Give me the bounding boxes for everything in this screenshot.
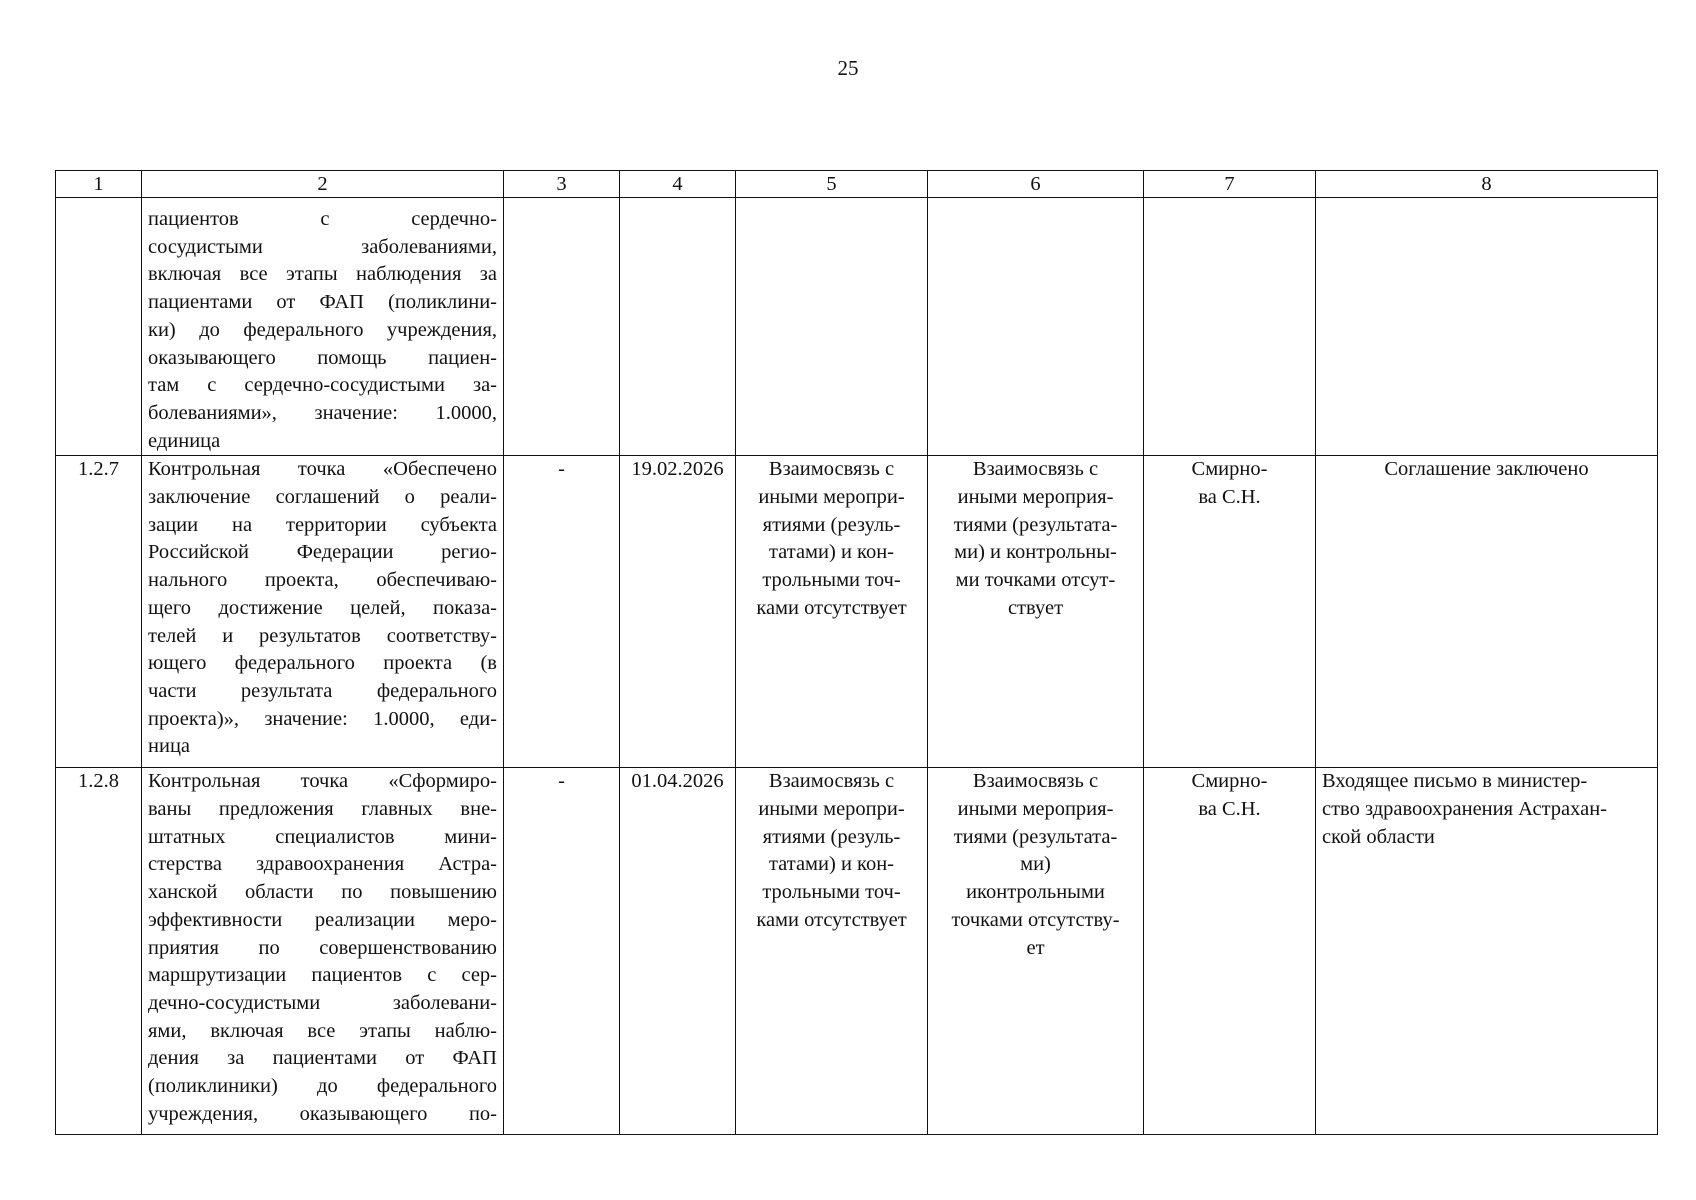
- description-line: дечно-сосудистыми заболевани-: [148, 991, 497, 1014]
- col6-line: иными мероприя-: [957, 486, 1114, 509]
- row-col5: [736, 768, 928, 1135]
- description-line: части результата федерального: [148, 679, 497, 702]
- row-number: 1.2.7: [56, 456, 142, 768]
- col6-line: точками отсутству-: [951, 908, 1120, 931]
- table-row: [56, 198, 1658, 456]
- row-col5: [736, 456, 928, 768]
- description-line: пациентов с сердечно-: [148, 208, 497, 230]
- col5-line: трольными точ-: [762, 569, 901, 592]
- row-responsible: [1144, 456, 1316, 768]
- responsible-line: ва С.Н.: [1198, 798, 1261, 821]
- description-line: Контрольная точка «Обеспечено: [148, 458, 497, 481]
- row-date: [620, 198, 736, 456]
- responsible-line: Смирно-: [1191, 458, 1268, 481]
- description-line: штатных специалистов мини-: [148, 825, 497, 848]
- description-line: стерства здравоохранения Астра-: [148, 853, 497, 876]
- description-line: там с сердечно-сосудистыми за-: [148, 374, 497, 397]
- header-cell-6: 6: [928, 171, 1144, 198]
- description-line: единица: [148, 429, 221, 452]
- description-line: включая все этапы наблюдения за: [148, 263, 497, 286]
- row-col5: [736, 198, 928, 456]
- page-number: 25: [837, 56, 859, 80]
- col6-line: иконтрольными: [966, 881, 1105, 904]
- description-line: болеваниями», значение: 1.0000,: [148, 401, 497, 424]
- col6-line: Взаимосвязь с: [972, 770, 1099, 793]
- description-line: зации на территории субъекта: [148, 513, 497, 536]
- description-line: эффективности реализации меро-: [148, 908, 497, 931]
- description-line: Контрольная точка «Сформиро-: [148, 770, 497, 793]
- col5-line: ками отсутствует: [756, 908, 907, 931]
- header-cell-7: 7: [1144, 171, 1316, 198]
- row-col7: [1144, 198, 1316, 456]
- col8-line: Соглашение заключено: [1384, 458, 1589, 481]
- row-col8: [1316, 456, 1658, 768]
- description-line: ница: [148, 735, 191, 758]
- col6-line: ет: [1026, 936, 1045, 959]
- col6-line: тиями (результата-: [953, 825, 1118, 848]
- description-line: щего достижение целей, показа-: [148, 596, 497, 619]
- row-col6: [928, 768, 1144, 1135]
- description-line: Российской Федерации регио-: [148, 541, 497, 564]
- col6-line: ствует: [1007, 596, 1064, 619]
- col8-line: ской области: [1322, 825, 1435, 848]
- row-col3: -: [504, 768, 620, 1135]
- col6-line: Взаимосвязь с: [972, 458, 1099, 481]
- table-row: [56, 456, 1658, 768]
- description-line: телей и результатов соответству-: [148, 624, 497, 647]
- col5-line: иными меропри-: [758, 798, 905, 821]
- row-col6: [928, 198, 1144, 456]
- row-col6: [928, 456, 1144, 768]
- col5-line: татами) и кон-: [768, 853, 895, 876]
- col6-line: ми точками отсут-: [955, 569, 1116, 592]
- description-line: учреждения, оказывающего по-: [148, 1102, 497, 1125]
- header-cell-2: 2: [142, 171, 504, 198]
- description-line: маршрутизации пациентов с сер-: [148, 964, 497, 987]
- description-line: нального проекта, обеспечиваю-: [148, 569, 497, 592]
- row-responsible: [1144, 768, 1316, 1135]
- col5-line: ятиями (резуль-: [762, 513, 901, 536]
- description-line: ваны предложения главных вне-: [148, 798, 497, 821]
- row-description: [142, 198, 504, 456]
- table-header-row: [56, 171, 1658, 198]
- row-number: 1.2.8: [56, 768, 142, 1135]
- description-line: проекта)», значение: 1.0000, еди-: [148, 707, 497, 730]
- col6-line: ми) и контрольны-: [954, 541, 1117, 564]
- description-line: оказывающего помощь пациен-: [148, 346, 497, 369]
- col6-line: ми): [1020, 853, 1051, 876]
- col5-line: ками отсутствует: [756, 596, 907, 619]
- col5-line: трольными точ-: [762, 881, 901, 904]
- row-col3: -: [504, 456, 620, 768]
- description-line: заключение соглашений о реали-: [148, 486, 497, 509]
- col8-line: ство здравоохранения Астрахан-: [1322, 798, 1607, 821]
- responsible-line: ва С.Н.: [1198, 486, 1261, 509]
- description-line: ханской области по повышению: [148, 881, 497, 904]
- col6-line: тиями (результата-: [953, 513, 1118, 536]
- col5-line: ятиями (резуль-: [762, 825, 901, 848]
- description-line: пациентами от ФАП (поликлини-: [148, 291, 497, 314]
- col5-line: иными меропри-: [758, 486, 905, 509]
- row-col8: [1316, 198, 1658, 456]
- header-cell-5: 5: [736, 171, 928, 198]
- description-line: (поликлиники) до федерального: [148, 1075, 497, 1098]
- row-number: [56, 198, 142, 456]
- description-line: приятия по совершенствованию: [148, 936, 497, 959]
- header-cell-4: 4: [620, 171, 736, 198]
- col8-line: Входящее письмо в министер-: [1322, 770, 1588, 793]
- col5-line: Взаимосвязь с: [768, 770, 895, 793]
- row-date: 01.04.2026: [620, 768, 736, 1135]
- description-line: ющего федерального проекта (в: [148, 652, 497, 675]
- description-line: ки) до федерального учреждения,: [148, 318, 497, 341]
- header-cell-3: 3: [504, 171, 620, 198]
- row-date: 19.02.2026: [620, 456, 736, 768]
- row-col8: [1316, 768, 1658, 1135]
- document-table: [55, 170, 1658, 1135]
- row-description: [142, 456, 504, 768]
- col5-line: татами) и кон-: [768, 541, 895, 564]
- responsible-line: Смирно-: [1191, 770, 1268, 793]
- description-line: ями, включая все этапы наблю-: [148, 1019, 497, 1042]
- header-cell-1: 1: [56, 171, 142, 198]
- header-cell-8: 8: [1316, 171, 1658, 198]
- description-line: дения за пациентами от ФАП: [148, 1047, 497, 1070]
- col6-line: иными мероприя-: [957, 798, 1114, 821]
- description-line: сосудистыми заболеваниями,: [148, 235, 497, 258]
- row-description: [142, 768, 504, 1135]
- row-col3: [504, 198, 620, 456]
- table-row: [56, 768, 1658, 1135]
- col5-line: Взаимосвязь с: [768, 458, 895, 481]
